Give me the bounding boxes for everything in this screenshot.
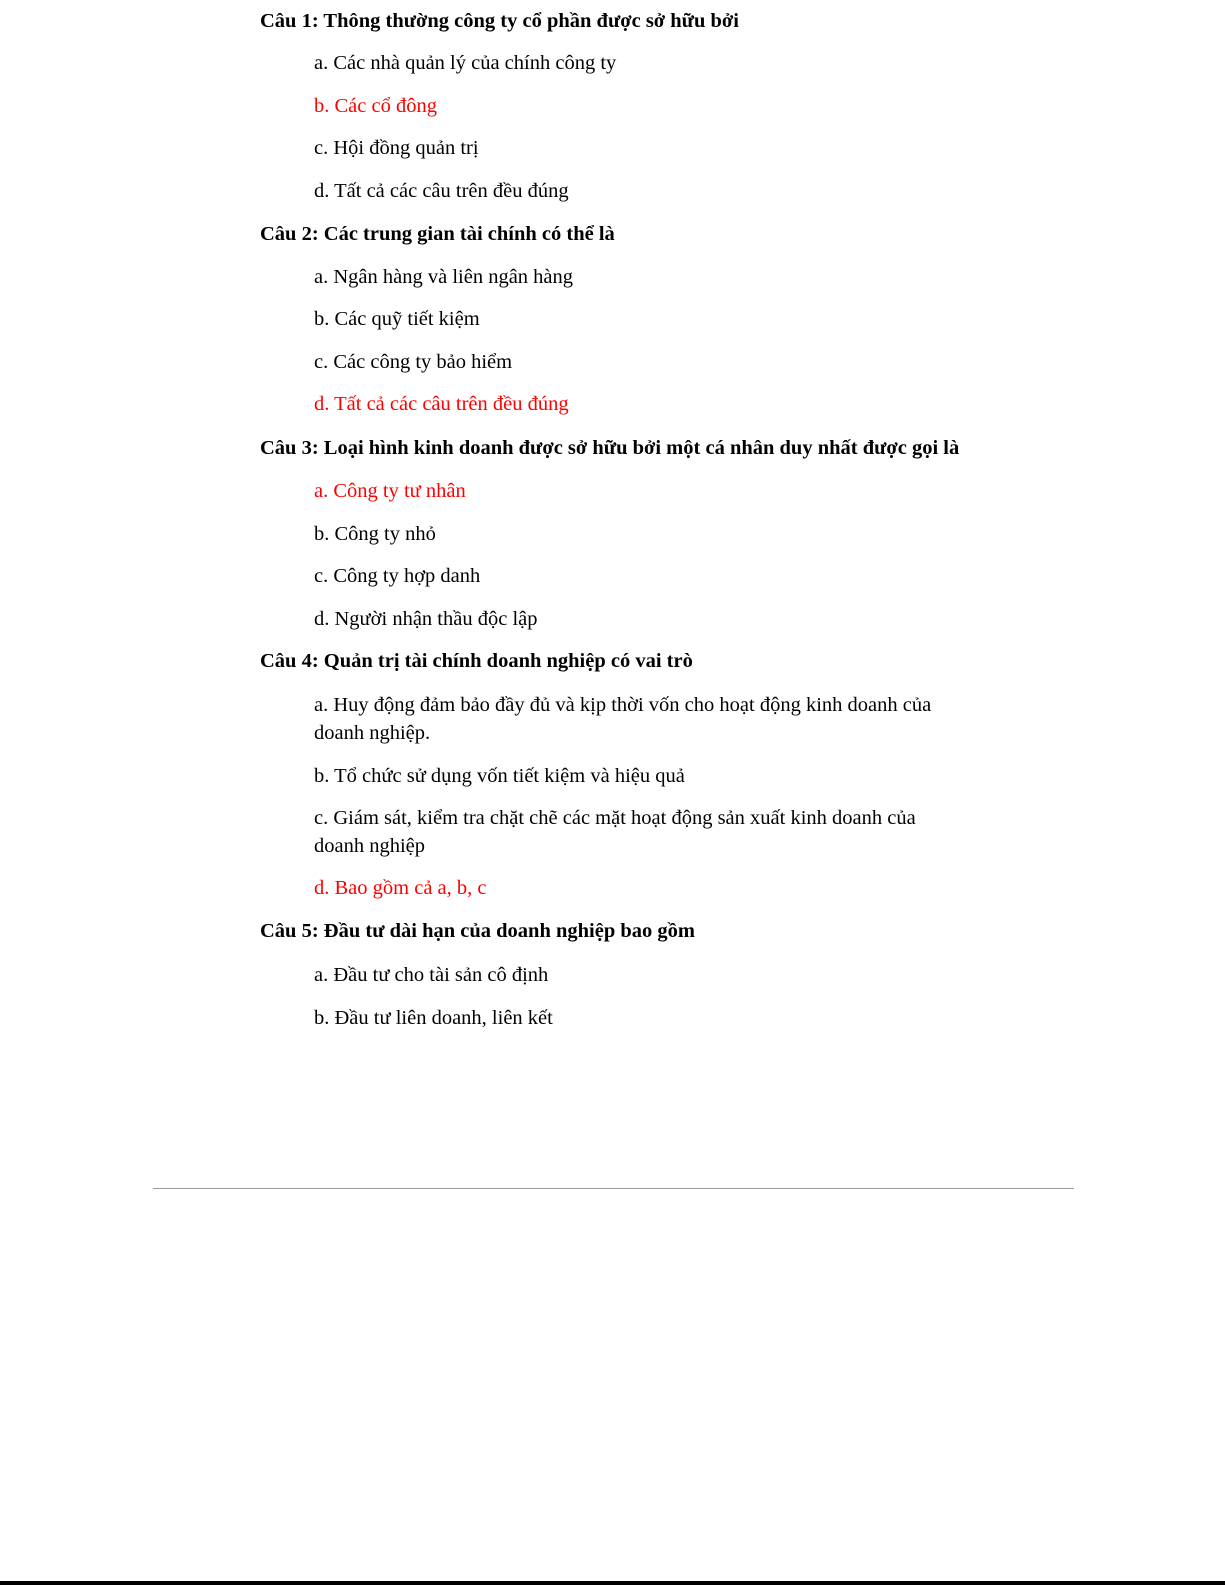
question-3-option-d: d. Người nhận thầu độc lập (314, 608, 538, 630)
question-3-title: Câu 3: Loại hình kinh doanh được sở hữu bởi một cá nhân duy nhất được gọi là (260, 437, 960, 459)
question-3-option-a-correct: a. Công ty tư nhân (314, 480, 466, 502)
question-2-title: Câu 2: Các trung gian tài chính có thể là (260, 223, 615, 245)
question-1-option-d: d. Tất cả các câu trên đều đúng (314, 180, 569, 202)
page-divider (153, 1188, 1074, 1189)
question-2-option-d-correct: d. Tất cả các câu trên đều đúng (314, 393, 569, 415)
question-4-option-d-correct: d. Bao gồm cả a, b, c (314, 877, 487, 899)
question-4-title: Câu 4: Quản trị tài chính doanh nghiệp có vai trò (260, 650, 693, 672)
question-1-option-c: c. Hội đồng quản trị (314, 137, 479, 159)
question-1-option-a: a. Các nhà quản lý của chính công ty (314, 52, 617, 74)
question-2-option-c: c. Các công ty bảo hiểm (314, 351, 513, 373)
question-1-title: Câu 1: Thông thường công ty cổ phần được sở hữu bởi (260, 10, 739, 32)
bottom-edge-bar (0, 1581, 1225, 1585)
question-2-option-b: b. Các quỹ tiết kiệm (314, 308, 480, 330)
question-4-option-a: a. Huy động đảm bảo đầy đủ và kịp thời vốn cho hoạt động kinh doanh của doanh nghiệp. (314, 694, 932, 744)
question-4-option-c: c. Giám sát, kiểm tra chặt chẽ các mặt hoạt động sản xuất kinh doanh của doanh nghiệp (314, 807, 916, 857)
question-2-option-a: a. Ngân hàng và liên ngân hàng (314, 266, 574, 288)
question-3-option-c: c. Công ty hợp danh (314, 565, 481, 587)
question-3-option-b: b. Công ty nhỏ (314, 523, 436, 545)
question-1-option-b-correct: b. Các cổ đông (314, 95, 437, 117)
question-4-option-b: b. Tổ chức sử dụng vốn tiết kiệm và hiệu quả (314, 765, 685, 787)
question-5-title: Câu 5: Đầu tư dài hạn của doanh nghiệp bao gồm (260, 920, 695, 942)
question-5-option-a: a. Đầu tư cho tài sản cô định (314, 964, 549, 986)
question-5-option-b: b. Đầu tư liên doanh, liên kết (314, 1007, 553, 1029)
